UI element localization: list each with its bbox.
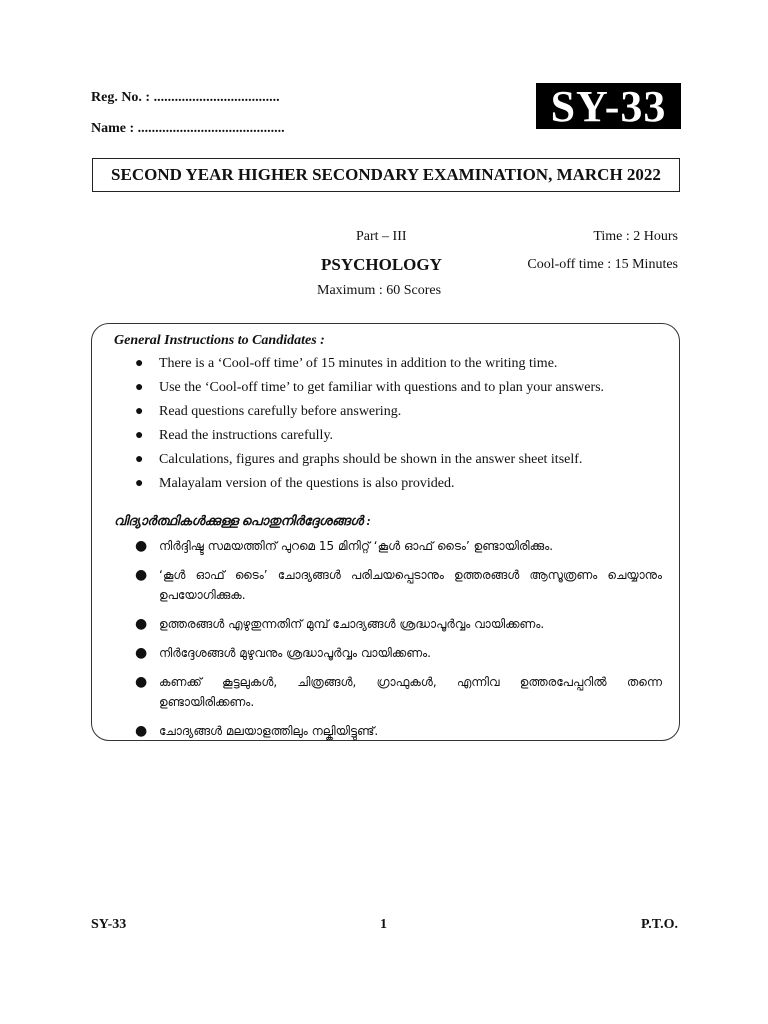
english-instructions-list [114,355,662,499]
maximum-scores: Maximum : 60 Scores [317,283,442,298]
name-field: Name : .......................................... [91,121,285,136]
instructions-title: General Instructions to Candidates : [114,333,325,348]
paper-code-badge: SY-33 [536,83,681,129]
list-item: ● Use the ‘Cool-off time’ to get familiar with questions and to plan your answers. [135,380,605,395]
list-item: ● ഉത്തരങ്ങൾ എഴുതുന്നതിന് മുമ്പ് ചോദ്യങ്ങൾ ശ്രദ്ധാപൂർവ്വം വായിക്കണം. [135,616,545,632]
exam-title: SECOND YEAR HIGHER SECONDARY EXAMINATION, MARCH 2022 [92,158,680,192]
bullet-icon: ● [135,356,144,371]
list-item: ● Malayalam version of the questions is also provided. [135,476,455,491]
cool-off-time: Cool-off time : 15 Minutes [527,257,678,272]
list-item: ● കണക്ക് കൂട്ടലുകൾ, ചിത്രങ്ങൾ, ഗ്രാഫുകൾ, എന്നിവ ഉത്തരപേപ്പറിൽ തന്നെ ഉണ്ടായിരിക്കണം. [135,674,662,709]
exam-duration: Time : 2 Hours [593,229,678,244]
bullet-icon: ● [135,380,144,395]
bullet-icon: ● [135,616,148,632]
paper-subject: PSYCHOLOGY [321,255,442,274]
list-item: ● Read questions carefully before answering. [135,404,402,419]
bullet-icon: ● [135,674,148,690]
page-number: 1 [380,917,387,932]
bullet-icon: ● [135,567,148,583]
list-item: ● ചോദ്യങ്ങൾ മലയാളത്തിലും നല്കിയിട്ടുണ്ട്. [135,723,379,739]
malayalam-instructions-list [114,536,662,741]
paper-part: Part – III [356,229,407,244]
list-item: ● There is a ‘Cool-off time’ of 15 minutes in addition to the writing time. [135,356,558,371]
list-item: ● Read the instructions carefully. [135,428,334,443]
list-item: ● ‘കൂൾ ഓഫ് ടൈം’ ചോദ്യങ്ങൾ പരിചയപ്പെടാനും ഉത്തരങ്ങൾ ആസൂത്രണം ചെയ്യാനും ഉപയോഗിക്കുക. [135,567,662,602]
bullet-icon: ● [135,723,148,739]
bullet-icon: ● [135,645,148,661]
bullet-icon: ● [135,428,144,443]
bullet-icon: ● [135,404,144,419]
please-turn-over: P.T.O. [641,917,678,932]
reg-no-field: Reg. No. : .................................... [91,90,280,105]
malayalam-instructions-title: വിദ്യാർത്ഥികൾക്കുള്ള പൊതുനിർദ്ദേശങ്ങൾ : [114,513,371,528]
footer-paper-code: SY-33 [91,917,127,932]
list-item: ● നിർദ്ദിഷ്ട സമയത്തിന് പുറമെ 15 മിനിറ്റ് ‘കൂൾ ഓഫ് ടൈം’ ഉണ്ടായിരിക്കും. [135,538,554,554]
bullet-icon: ● [135,538,148,554]
bullet-icon: ● [135,452,144,467]
list-item: ● നിർദ്ദേശങ്ങൾ മുഴുവനും ശ്രദ്ധാപൂർവ്വം വായിക്കണം. [135,645,431,661]
bullet-icon: ● [135,476,144,491]
list-item: ● Calculations, figures and graphs should be shown in the answer sheet itself. [135,452,583,467]
